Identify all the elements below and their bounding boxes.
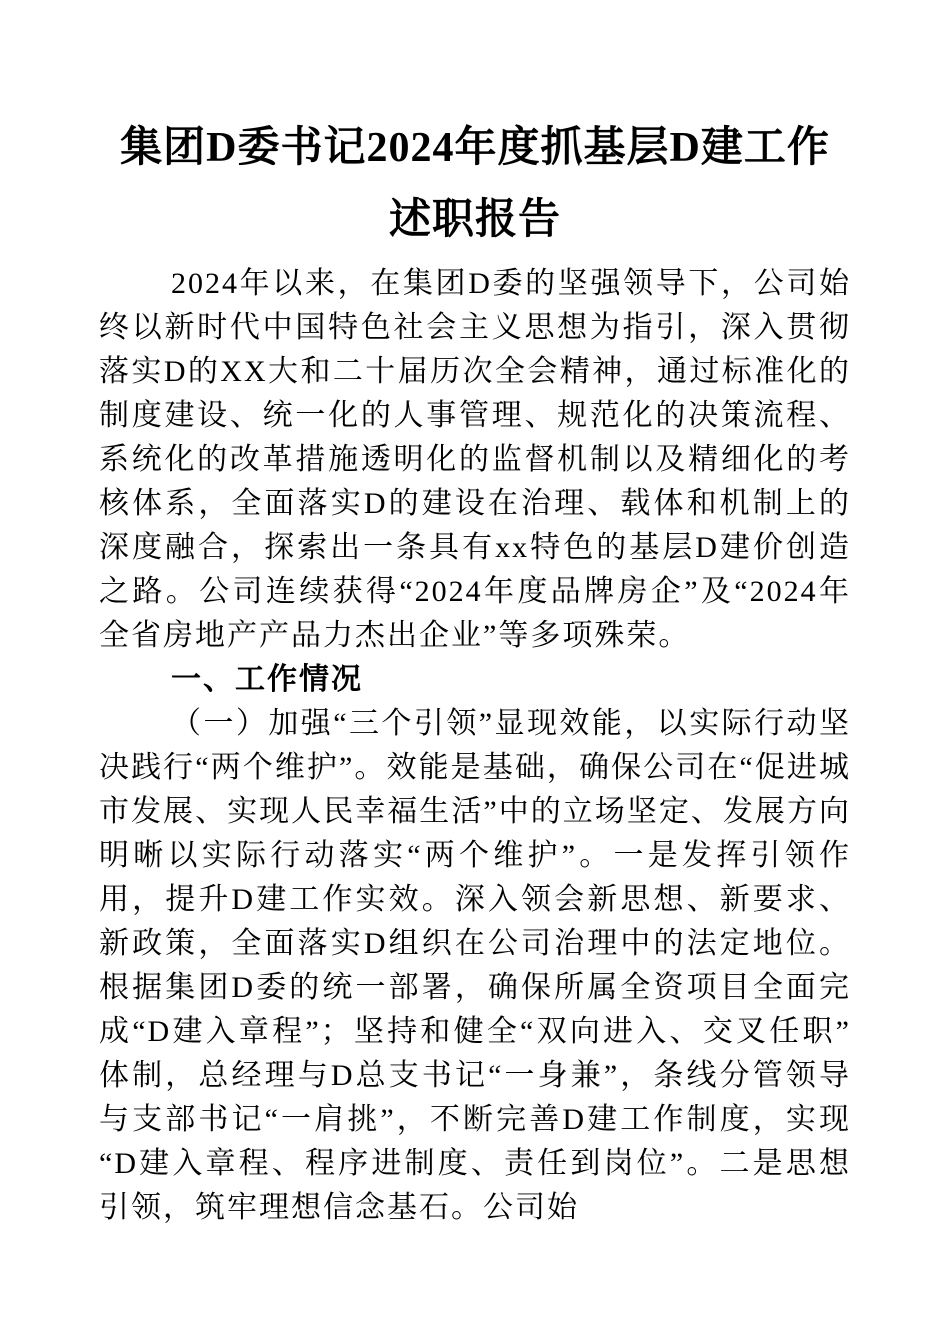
intro-paragraph: 2024年以来，在集团D委的坚强领导下，公司始终以新时代中国特色社会主义思想为指引，深入贯彻落实D的XX大和二十届历次全会精神，通过标准化的制度建设、统一化的人事管理、规范化的决策流程、系统化的改革措施透明化的监督机制以及精细化的考核体系，全面落实D的建设在治理、载体和机制上的深度融合，探索出一条具有xx特色的基层D建价创造之路。公司连续获得“2024年度品牌房企”及“2024年全省房地产产品力杰出企业”等多项殊荣。 <box>99 267 851 652</box>
document-title: 集团D委书记2024年度抓基层D建工作述职报告 <box>120 125 830 243</box>
section-heading-work-status: 一、工作情况 <box>171 663 363 696</box>
subsection-one-paragraph: （一）加强“三个引领”显现效能，以实际行动坚决践行“两个维护”。效能是基础，确保公司在“促进城市发展、实现人民幸福生活”中的立场坚定、发展方向明晰以实际行动落实“两个维护”。一是发挥引领作用，提升D建工作实效。深入领会新思想、新要求、新政策，全面落实D组织在公司治理中的法定地位。根据集团D委的统一部署，确保所属全资项目全面完成“D建入章程”；坚持和健全“双向进入、交叉任职”体制，总经理与D总支书记“一身兼”，条线分管领导与支部书记“一肩挑”，不断完善D建工作制度，实现“D建入章程、程序进制度、责任到岗位”。二是思想引领，筑牢理想信念基石。公司始 <box>99 707 851 1224</box>
